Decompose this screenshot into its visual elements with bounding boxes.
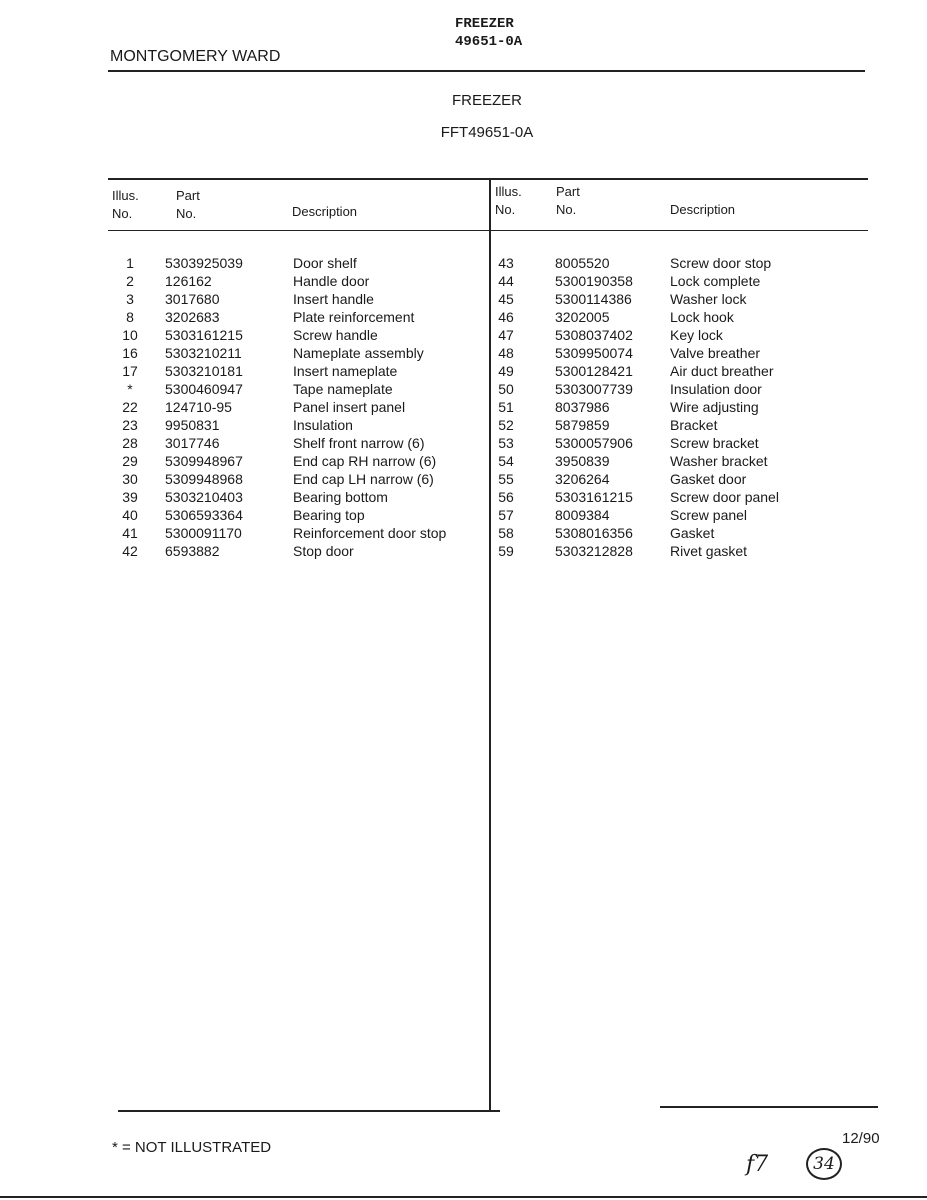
part-description: Gasket (670, 525, 715, 541)
illus-number: 3 (126, 291, 134, 307)
illus-number: 47 (498, 327, 514, 343)
part-description: Bracket (670, 417, 718, 433)
footnote: * = NOT ILLUSTRATED (112, 1139, 272, 1156)
illus-number: 52 (498, 417, 514, 433)
part-description: Nameplate assembly (293, 345, 424, 361)
part-description: Insulation (293, 417, 353, 433)
illus-number: 22 (122, 399, 138, 415)
handwritten-number: 34 (806, 1148, 842, 1180)
illus-number: 50 (498, 381, 514, 397)
part-description: End cap LH narrow (6) (293, 471, 434, 487)
part-description: Screw door stop (670, 255, 772, 271)
illus-number: 57 (498, 507, 514, 523)
illus-number: 1 (126, 255, 134, 271)
part-description: Gasket door (670, 471, 747, 487)
part-number: 5303210403 (165, 489, 243, 505)
header-part: Part No. (556, 184, 580, 217)
illus-number: 43 (498, 255, 514, 271)
illus-number: 46 (498, 309, 514, 325)
part-number: 5309948968 (165, 471, 243, 487)
part-description: Valve breather (670, 345, 761, 361)
page-title: FREEZER (451, 92, 522, 109)
top-title: FREEZER (455, 16, 514, 32)
part-number: 5308016356 (555, 525, 633, 541)
table-top-rule (108, 178, 868, 180)
illus-number: 48 (498, 345, 514, 361)
part-number: 5309948967 (165, 453, 243, 469)
part-number: 5309950074 (555, 345, 633, 361)
part-number: 9950831 (165, 417, 220, 433)
part-description: Insert nameplate (293, 363, 398, 379)
part-description: Lock hook (670, 309, 734, 325)
part-number: 8009384 (555, 507, 610, 523)
illus-number: 8 (126, 309, 134, 325)
part-description: Screw handle (293, 327, 378, 343)
part-description: Plate reinforcement (293, 309, 415, 325)
illus-number: 30 (122, 471, 138, 487)
illus-number: 23 (122, 417, 138, 433)
part-description: Handle door (293, 273, 370, 289)
illus-number: 44 (498, 273, 514, 289)
part-number: 8005520 (555, 255, 610, 271)
part-number: 5303007739 (555, 381, 633, 397)
part-description: End cap RH narrow (6) (293, 453, 437, 469)
part-number: 5303212828 (555, 543, 633, 559)
illus-number: 28 (122, 435, 138, 451)
part-number: 5300190358 (555, 273, 633, 289)
divider (108, 70, 865, 72)
illus-number: 39 (122, 489, 138, 505)
illus-number: 51 (498, 399, 514, 415)
part-number: 8037986 (555, 399, 610, 415)
part-number: 3202683 (165, 309, 220, 325)
illus-number: * (127, 381, 133, 397)
part-description: Key lock (670, 327, 723, 343)
illus-number: 58 (498, 525, 514, 541)
header-illus: Illus. No. (495, 184, 522, 217)
part-number: 5300057906 (555, 435, 633, 451)
handwritten-page: f7 (746, 1152, 769, 1177)
part-number: 3206264 (555, 471, 610, 487)
part-description: Washer bracket (670, 453, 768, 469)
illus-number: 2 (126, 273, 134, 289)
date: 12/90 (842, 1130, 880, 1147)
part-number: 3017680 (165, 291, 220, 307)
top-model: 49651-0A (455, 34, 523, 50)
part-description: Washer lock (670, 291, 747, 307)
header-description: Description (670, 202, 736, 217)
illus-number: 40 (122, 507, 138, 523)
header-description: Description (292, 204, 358, 219)
illus-number: 45 (498, 291, 514, 307)
part-number: 3202005 (555, 309, 610, 325)
part-description: Insert handle (293, 291, 374, 307)
part-description: Screw bracket (670, 435, 759, 451)
part-number: 124710-95 (165, 399, 232, 415)
illus-number: 49 (498, 363, 514, 379)
part-number: 5308037402 (555, 327, 633, 343)
part-number: 5303161215 (165, 327, 243, 343)
illus-number: 10 (122, 327, 138, 343)
table-header-rule (108, 230, 868, 231)
bottom-rule-left (118, 1110, 500, 1112)
illus-number: 56 (498, 489, 514, 505)
part-number: 5879859 (555, 417, 610, 433)
part-description: Tape nameplate (293, 381, 393, 397)
model-number: FFT49651-0A (440, 124, 534, 141)
part-description: Bearing top (293, 507, 365, 523)
header-illus: Illus. No. (112, 188, 139, 221)
part-number: 5306593364 (165, 507, 243, 523)
part-description: Rivet gasket (670, 543, 748, 559)
illus-number: 41 (122, 525, 138, 541)
illus-number: 16 (122, 345, 138, 361)
part-number: 5303210211 (165, 345, 242, 361)
illus-number: 42 (122, 543, 138, 559)
scan-edge (0, 1196, 927, 1198)
part-description: Lock complete (670, 273, 761, 289)
part-description: Stop door (293, 543, 354, 559)
part-number: 126162 (165, 273, 212, 289)
bottom-rule-right (660, 1106, 878, 1108)
part-description: Screw panel (670, 507, 748, 523)
part-number: 5300114386 (555, 291, 632, 307)
part-description: Air duct breather (670, 363, 774, 379)
part-description: Screw door panel (670, 489, 779, 505)
illus-number: 55 (498, 471, 514, 487)
part-number: 5303210181 (165, 363, 243, 379)
part-number: 5303925039 (165, 255, 243, 271)
part-description: Panel insert panel (293, 399, 406, 415)
part-number: 5300460947 (165, 381, 243, 397)
part-number: 3017746 (165, 435, 220, 451)
header-part: Part No. (176, 188, 200, 221)
part-number: 6593882 (165, 543, 220, 559)
part-number: 5303161215 (555, 489, 633, 505)
part-number: 5300091170 (165, 525, 242, 541)
illus-number: 17 (122, 363, 138, 379)
part-description: Bearing bottom (293, 489, 388, 505)
illus-number: 59 (498, 543, 514, 559)
part-description: Door shelf (293, 255, 357, 271)
illus-number: 53 (498, 435, 514, 451)
brand: MONTGOMERY WARD (110, 48, 281, 65)
part-description: Reinforcement door stop (293, 525, 447, 541)
part-description: Insulation door (670, 381, 762, 397)
part-description: Wire adjusting (670, 399, 759, 415)
part-number: 5300128421 (555, 363, 633, 379)
illus-number: 29 (122, 453, 138, 469)
part-description: Shelf front narrow (6) (293, 435, 425, 451)
part-number: 3950839 (555, 453, 610, 469)
illus-number: 54 (498, 453, 514, 469)
